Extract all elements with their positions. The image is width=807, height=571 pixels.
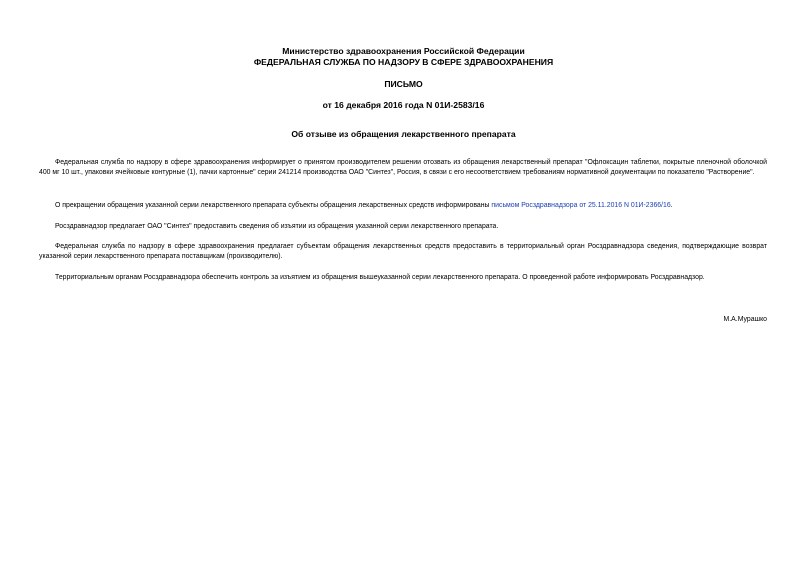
document-subject: Об отзыве из обращения лекарственного препарата [291, 129, 516, 139]
paragraph-informed [39, 201, 767, 211]
paragraph-manufacturer-request [39, 222, 767, 232]
signature: М.А.Мурашко [723, 316, 767, 323]
paragraph-territorial-control [39, 273, 767, 283]
paragraph-recall-notice [39, 158, 767, 178]
paragraph-text: Федеральная служба по надзору в сфере здравоохранения предлагает субъектам обращения лекарственных средств предоставить в территориальный орган Росздравнадзора сведения, подтверждающие возврат указанной серии лекарственного препарата поставщикам (производителю). [39, 243, 767, 260]
document-date-number: от 16 декабря 2016 года N 01И-2583/16 [322, 100, 485, 110]
ministry-name: Министерство здравоохранения Российской Федерации [282, 46, 525, 56]
paragraph-text: Росздравнадзор предлагает ОАО "Синтез" предоставить сведения об изъятии из обращения указанной серии лекарственного препарата. [55, 223, 499, 230]
paragraph-text: Федеральная служба по надзору в сфере здравоохранения информирует о принятом производителем решении отозвать из обращения лекарственный препарат "Офлоксацин таблетки, покрытые пленочной оболочкой 400 мг 10 шт., упаковки ячейковые контурные (1), пачки картонные" серии 241214 производства ОАО "Синтез", Россия, в связи с его несоответствием требованиям нормативной документации по показателю "Растворение". [39, 159, 767, 176]
paragraph-text: . [670, 202, 673, 209]
document-type: ПИСЬМО [384, 79, 423, 89]
referenced-letter-link[interactable]: письмом Росздравнадзора от 25.11.2016 N 01И-2366/16 [491, 202, 671, 209]
service-name: ФЕДЕРАЛЬНАЯ СЛУЖБА ПО НАДЗОРУ В СФЕРЕ ЗДРАВООХРАНЕНИЯ [253, 57, 554, 67]
paragraph-subjects-request [39, 242, 767, 262]
paragraph-text: О прекращении обращения указанной серии лекарственного препарата субъекты обращения лекарственных средств информированы [55, 202, 492, 209]
paragraph-text: Территориальным органам Росздравнадзора обеспечить контроль за изъятием из обращения вышеуказанной серии лекарственного препарата. О проведенной работе информировать Росздравнадзор. [55, 274, 705, 281]
